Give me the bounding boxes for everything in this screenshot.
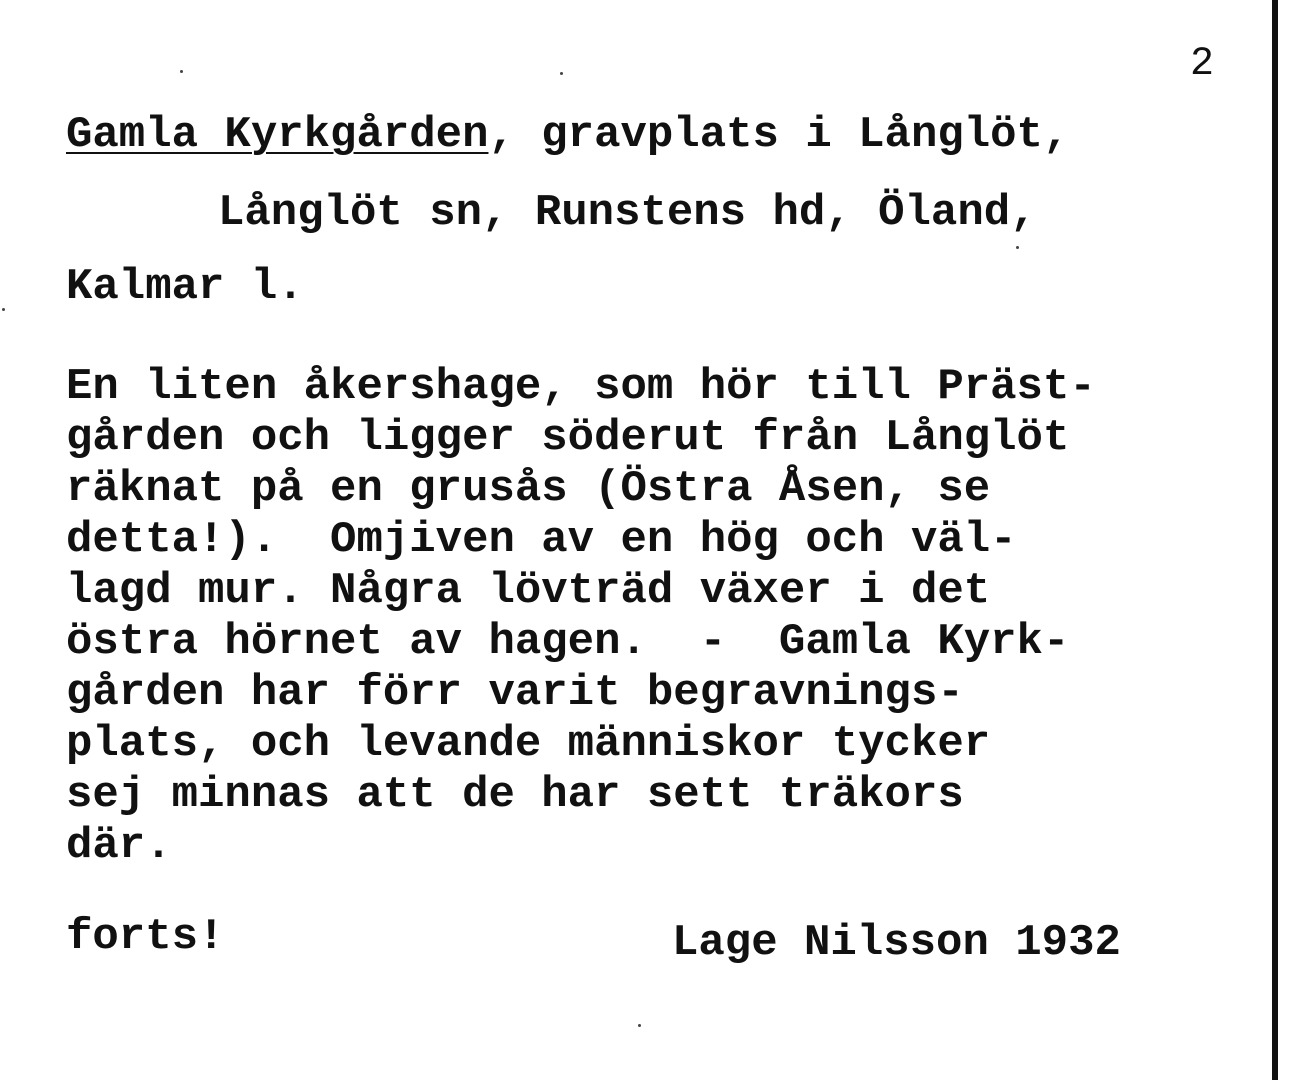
scan-speck: [2, 308, 5, 311]
place-name: Gamla Kyrkgården: [66, 110, 489, 160]
body-line-2: gården och ligger söderut från Långlöt: [66, 413, 1070, 463]
body-line-3: räknat på en grusås (Östra Åsen, se: [66, 464, 991, 514]
body-line-8: plats, och levande människor tycker: [66, 719, 991, 769]
body-line-5: lagd mur. Några lövträd växer i det: [66, 566, 991, 616]
heading-line-1-rest: , gravplats i Långlöt,: [488, 110, 1070, 160]
continued-note: forts!: [66, 912, 225, 962]
heading-line-3: Kalmar l.: [66, 262, 304, 312]
body-line-10: där.: [66, 821, 172, 871]
author-signature: Lage Nilsson 1932: [672, 918, 1121, 968]
body-line-4: detta!). Omjiven av en hög och väl-: [66, 515, 1017, 565]
scan-speck: [560, 72, 563, 75]
heading-line-2: Långlöt sn, Runstens hd, Öland,: [218, 188, 1037, 238]
body-line-6: östra hörnet av hagen. - Gamla Kyrk-: [66, 617, 1070, 667]
body-line-7: gården har förr varit begravnings-: [66, 668, 964, 718]
scan-speck: [180, 70, 183, 73]
scan-speck: [1016, 246, 1019, 249]
page-number: 2: [1190, 42, 1215, 87]
heading-line-1: [66, 110, 1069, 160]
card-right-edge: [1272, 0, 1278, 1080]
scan-speck: [638, 1024, 641, 1027]
body-line-9: sej minnas att de har sett träkors: [66, 770, 964, 820]
body-line-1: En liten åkershage, som hör till Präst-: [66, 362, 1096, 412]
